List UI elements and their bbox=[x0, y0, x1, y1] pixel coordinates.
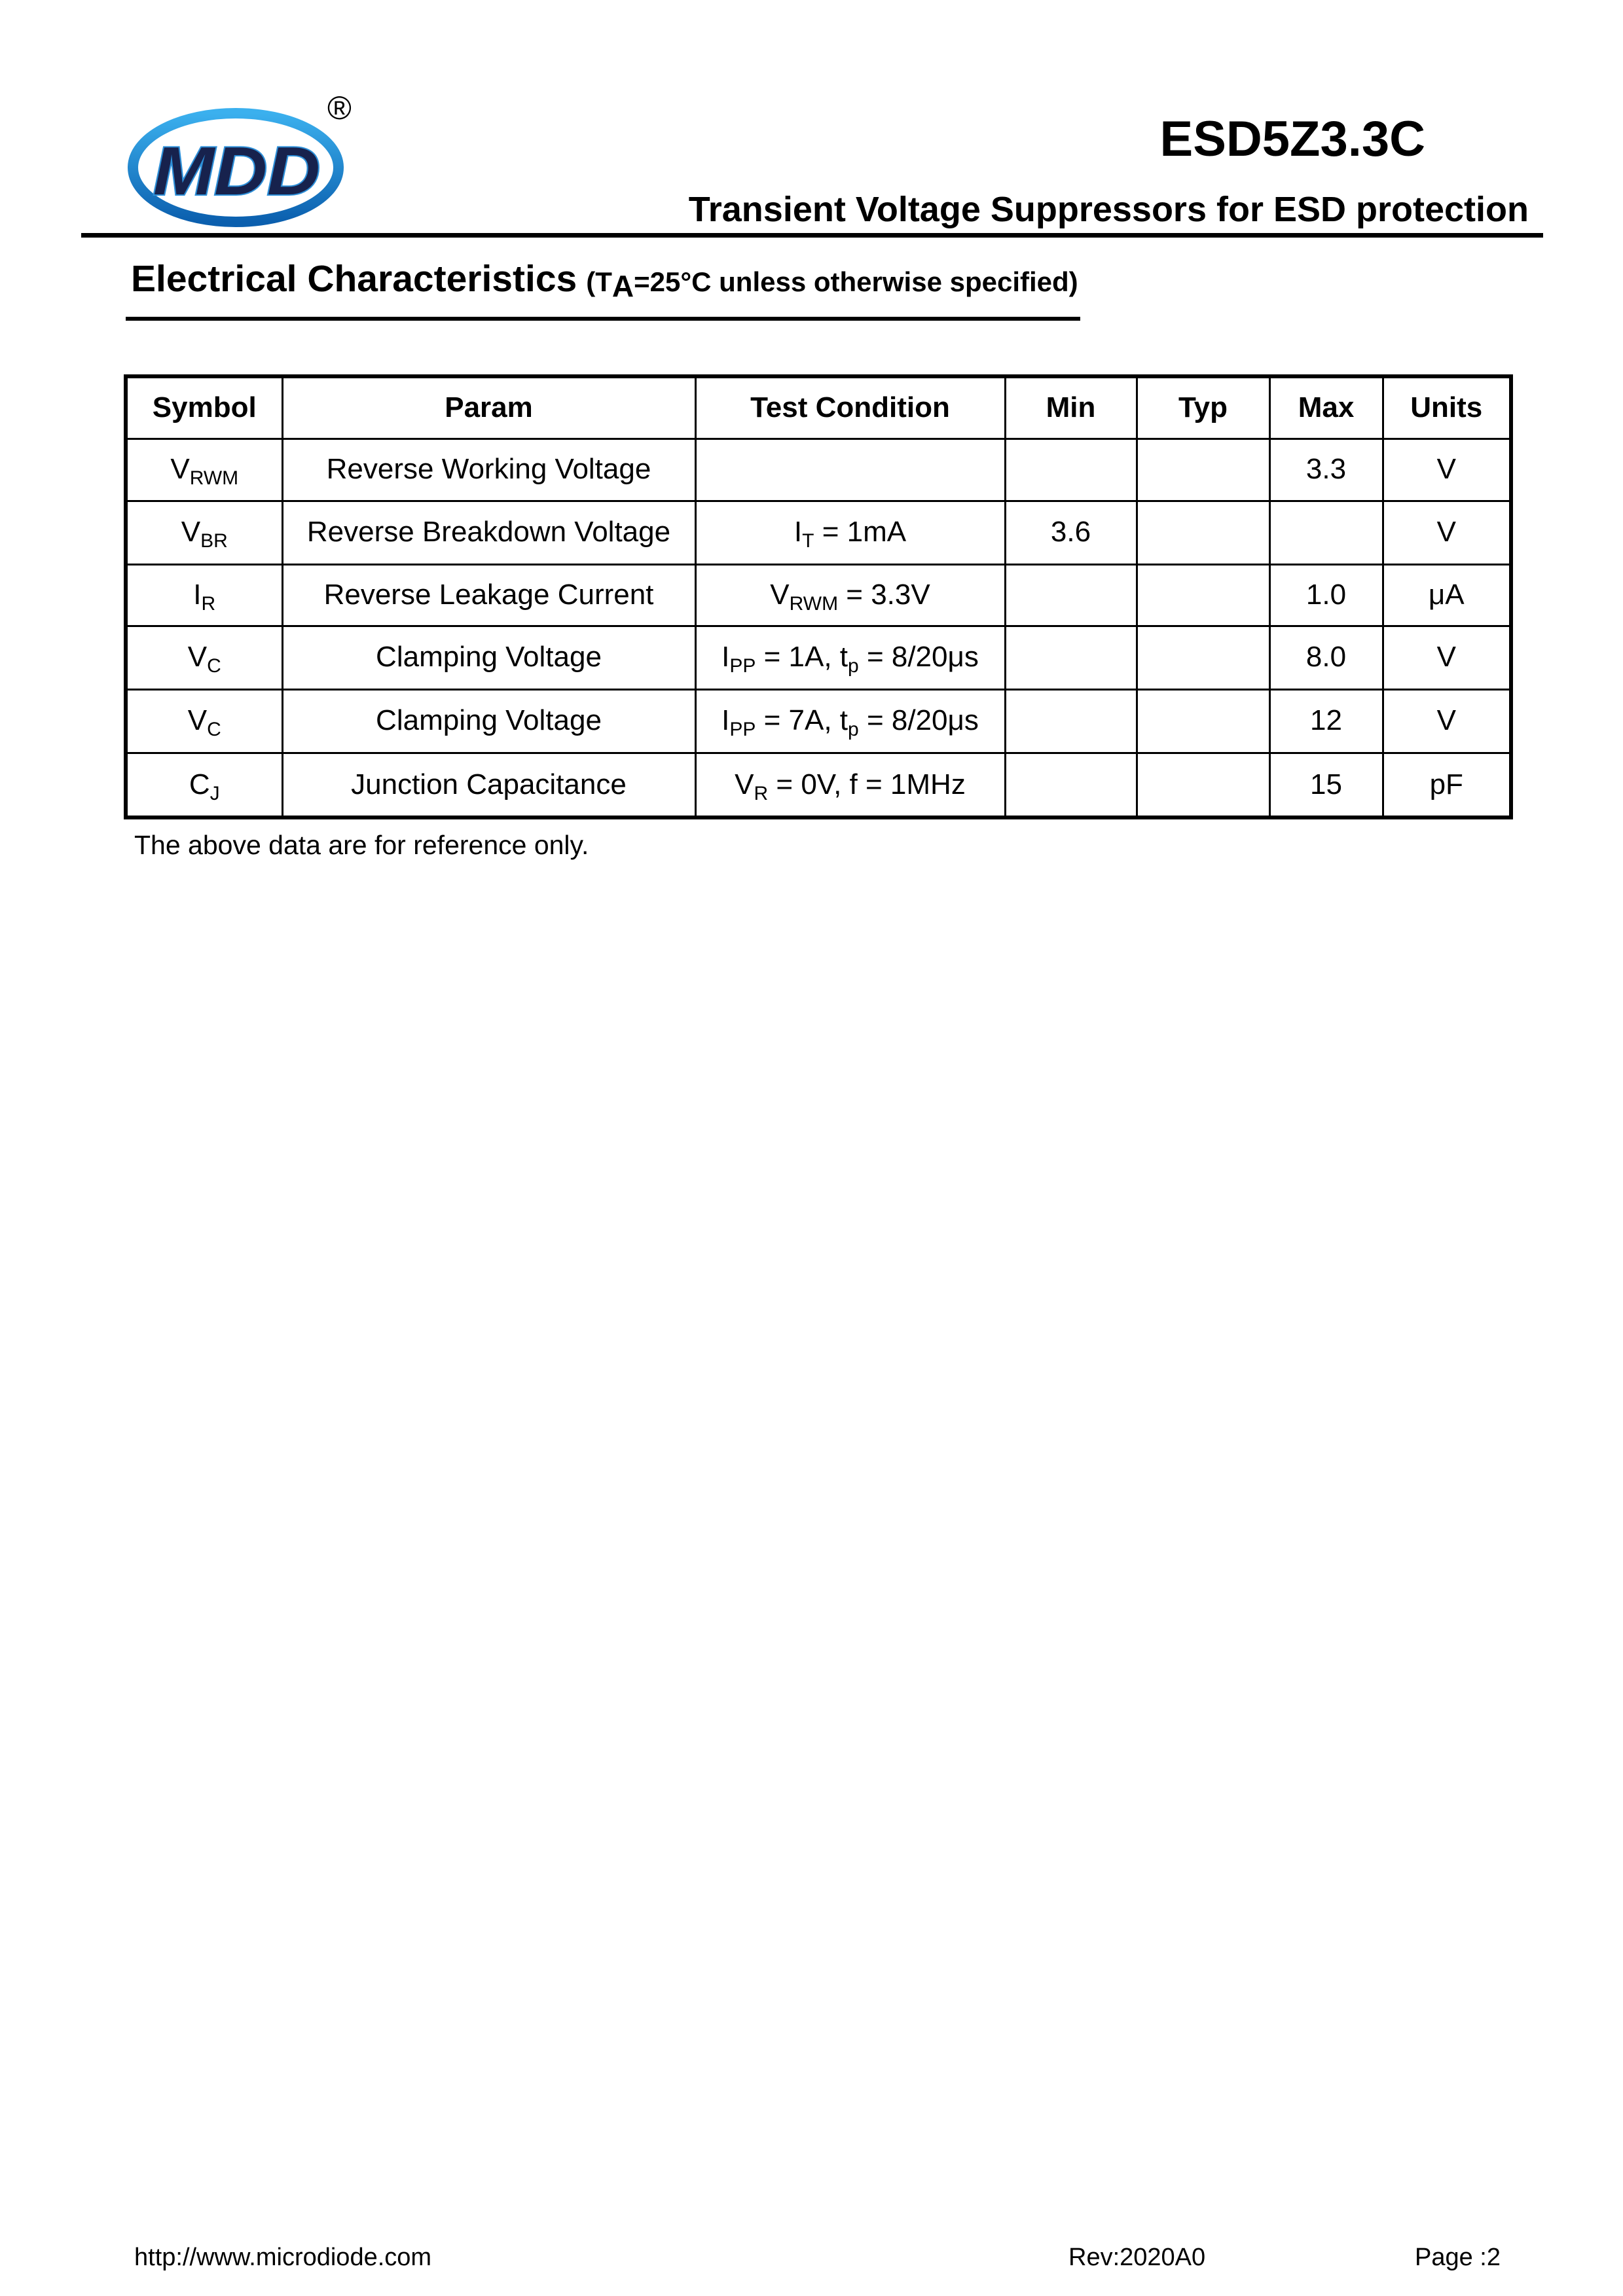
cell-units: V bbox=[1383, 626, 1511, 689]
header-symbol: Symbol bbox=[126, 376, 282, 439]
footer-page-number: Page :2 bbox=[1415, 2244, 1501, 2271]
section-underline bbox=[126, 317, 1080, 321]
cell-param: Clamping Voltage bbox=[282, 626, 695, 689]
symbol-subscript: BR bbox=[200, 530, 228, 552]
cell-max bbox=[1269, 501, 1383, 564]
symbol-subscript: R bbox=[201, 592, 216, 615]
reference-note: The above data are for reference only. bbox=[134, 830, 589, 860]
cell-condition bbox=[695, 753, 1005, 817]
condition-part: = 1A, t bbox=[756, 641, 848, 673]
mdd-logo bbox=[121, 105, 350, 229]
symbol-base: C bbox=[189, 768, 210, 800]
cell-units: V bbox=[1383, 501, 1511, 564]
cell-typ bbox=[1137, 753, 1269, 817]
header-typ: Typ bbox=[1137, 376, 1269, 439]
cell-typ bbox=[1137, 501, 1269, 564]
condition-part: V bbox=[735, 768, 754, 800]
cell-symbol bbox=[126, 626, 282, 689]
cell-min bbox=[1005, 439, 1137, 501]
symbol-subscript: RWM bbox=[189, 467, 239, 490]
symbol-base: I bbox=[193, 578, 202, 611]
cell-min: 3.6 bbox=[1005, 501, 1137, 564]
section-condition bbox=[586, 266, 1078, 303]
cell-units: pF bbox=[1383, 753, 1511, 817]
condition-part: I bbox=[721, 641, 730, 673]
cell-min bbox=[1005, 753, 1137, 817]
cell-units: V bbox=[1383, 689, 1511, 753]
cell-condition bbox=[695, 626, 1005, 689]
condition-subscript: p bbox=[848, 655, 859, 677]
header-min: Min bbox=[1005, 376, 1137, 439]
condition-part: = 3.3V bbox=[838, 578, 930, 611]
condition-subscript: PP bbox=[729, 719, 756, 741]
symbol-base: V bbox=[181, 516, 201, 548]
cell-symbol bbox=[126, 753, 282, 817]
cell-typ bbox=[1137, 439, 1269, 501]
condition-part: = 7A, t bbox=[756, 704, 848, 737]
condition-subscript: PP bbox=[729, 655, 756, 677]
symbol-subscript: J bbox=[210, 782, 220, 804]
cell-condition bbox=[695, 564, 1005, 626]
table-header-row bbox=[126, 376, 1511, 439]
cell-typ bbox=[1137, 689, 1269, 753]
header-max: Max bbox=[1269, 376, 1383, 439]
cell-symbol bbox=[126, 689, 282, 753]
symbol-base: V bbox=[170, 453, 190, 486]
cell-typ bbox=[1137, 626, 1269, 689]
header-param: Param bbox=[282, 376, 695, 439]
symbol-subscript: C bbox=[207, 655, 221, 677]
table-row bbox=[126, 753, 1511, 817]
condition-part: = 1mA bbox=[814, 516, 907, 548]
condition-subscript: A bbox=[611, 269, 634, 303]
symbol-base: V bbox=[187, 704, 208, 737]
cell-max: 15 bbox=[1269, 753, 1383, 817]
section-heading bbox=[131, 258, 1078, 303]
cell-condition bbox=[695, 439, 1005, 501]
condition-part: I bbox=[721, 704, 730, 737]
table-row bbox=[126, 564, 1511, 626]
table-row bbox=[126, 501, 1511, 564]
cell-param: Reverse Breakdown Voltage bbox=[282, 501, 695, 564]
cell-max: 8.0 bbox=[1269, 626, 1383, 689]
symbol-base: V bbox=[187, 641, 208, 673]
cell-units: μA bbox=[1383, 564, 1511, 626]
cell-condition bbox=[695, 689, 1005, 753]
cell-symbol bbox=[126, 564, 282, 626]
cell-max: 12 bbox=[1269, 689, 1383, 753]
cell-condition bbox=[695, 501, 1005, 564]
condition-subscript: R bbox=[754, 782, 769, 804]
cell-min bbox=[1005, 626, 1137, 689]
header-units: Units bbox=[1383, 376, 1511, 439]
cell-typ bbox=[1137, 564, 1269, 626]
electrical-characteristics-table bbox=[124, 374, 1513, 819]
registered-mark: ® bbox=[327, 90, 352, 126]
cell-param: Reverse Leakage Current bbox=[282, 564, 695, 626]
cell-units: V bbox=[1383, 439, 1511, 501]
section-title: Electrical Characteristics bbox=[131, 258, 577, 300]
condition-suffix: =25°C unless otherwise specified) bbox=[634, 266, 1078, 297]
condition-subscript: p bbox=[848, 719, 859, 741]
condition-part: I bbox=[793, 516, 803, 548]
header-test-condition: Test Condition bbox=[695, 376, 1005, 439]
cell-max: 1.0 bbox=[1269, 564, 1383, 626]
header-divider bbox=[81, 233, 1543, 238]
cell-min bbox=[1005, 689, 1137, 753]
cell-max: 3.3 bbox=[1269, 439, 1383, 501]
cell-param: Junction Capacitance bbox=[282, 753, 695, 817]
table-row bbox=[126, 439, 1511, 501]
condition-subscript: T bbox=[802, 530, 814, 552]
footer-website-link[interactable]: http://www.microdiode.com bbox=[134, 2244, 432, 2271]
cell-param: Reverse Working Voltage bbox=[282, 439, 695, 501]
symbol-subscript: C bbox=[207, 719, 221, 741]
condition-part: = 0V, f = 1MHz bbox=[768, 768, 966, 800]
footer-revision: Rev:2020A0 bbox=[1068, 2244, 1206, 2271]
part-number: ESD5Z3.3C bbox=[1159, 111, 1425, 167]
cell-symbol bbox=[126, 501, 282, 564]
logo-lettering: MDD bbox=[153, 134, 320, 209]
condition-part: = 8/20μs bbox=[858, 704, 979, 737]
cell-min bbox=[1005, 564, 1137, 626]
document-subtitle: Transient Voltage Suppressors for ESD protection bbox=[688, 190, 1529, 229]
table-row bbox=[126, 689, 1511, 753]
cell-symbol bbox=[126, 439, 282, 501]
cell-param: Clamping Voltage bbox=[282, 689, 695, 753]
table-row bbox=[126, 626, 1511, 689]
condition-part: V bbox=[770, 578, 790, 611]
condition-part: = 8/20μs bbox=[858, 641, 979, 673]
condition-subscript: RWM bbox=[789, 592, 839, 615]
condition-prefix: (T bbox=[586, 266, 612, 297]
